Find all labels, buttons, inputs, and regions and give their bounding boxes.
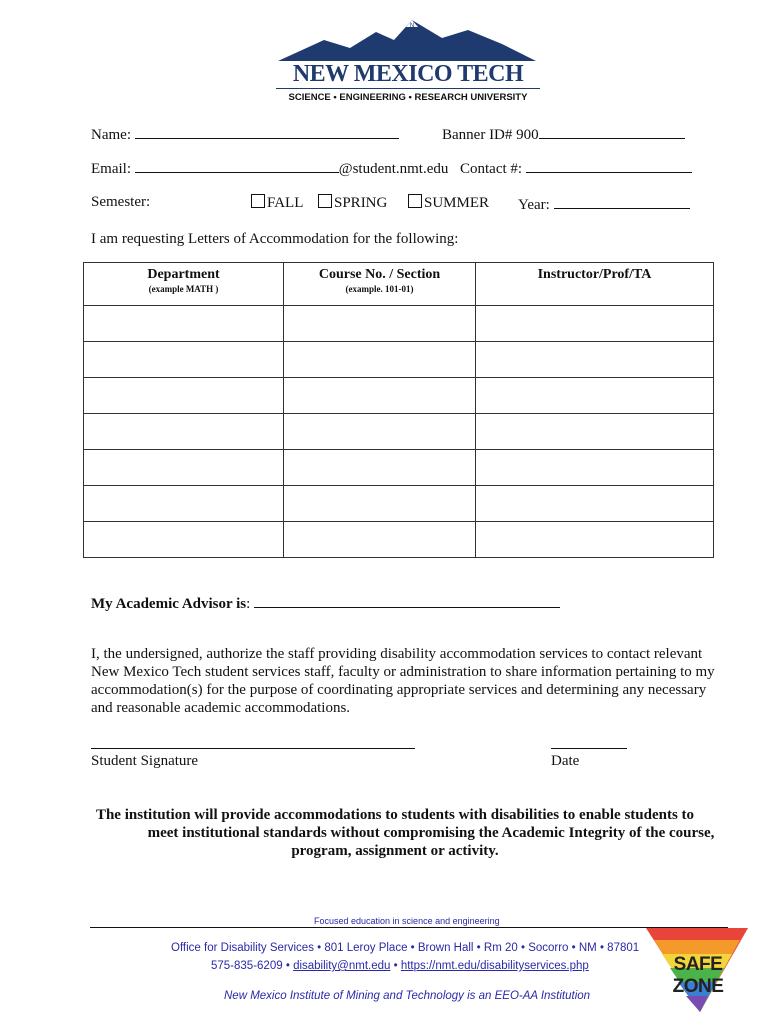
safe-zone-badge: [644, 926, 750, 1014]
year-row: [518, 194, 690, 214]
banner-label: Banner ID# 900: [442, 127, 539, 143]
name-label: Name:: [91, 127, 131, 143]
date-label: Date: [551, 753, 580, 769]
authorization-line: accommodation(s) for the purpose of coordinating appropriate services and determining any necessary: [91, 682, 707, 698]
instructor-cell[interactable]: [476, 522, 714, 558]
spring-label: SPRING: [334, 195, 388, 211]
department-cell[interactable]: [84, 306, 284, 342]
fall-checkbox[interactable]: [251, 194, 265, 208]
authorization-line: New Mexico Tech student services staff, faculty or administration to share information pertaining to my: [91, 664, 715, 680]
signature-line[interactable]: [91, 748, 415, 749]
date-line[interactable]: [551, 748, 627, 749]
footer-bullet: •: [285, 960, 290, 972]
statement-line: program, assignment or activity.: [291, 843, 499, 859]
course-cell[interactable]: [284, 306, 476, 342]
contact-row: [460, 158, 692, 178]
spring-checkbox[interactable]: [318, 194, 332, 208]
department-cell[interactable]: [84, 378, 284, 414]
advisor-label: My Academic Advisor is: [91, 596, 247, 612]
advisor-field[interactable]: [254, 593, 560, 608]
footer-url-link[interactable]: https://nmt.edu/disabilityservices.php: [400, 960, 589, 972]
email-suffix: @student.nmt.edu: [338, 161, 449, 177]
course-cell[interactable]: [284, 486, 476, 522]
course-cell[interactable]: [284, 342, 476, 378]
department-cell[interactable]: [84, 342, 284, 378]
name-row: [91, 124, 399, 144]
header-example: (example. 101-01): [345, 284, 414, 294]
contact-label: Contact #:: [460, 161, 523, 177]
authorization-text: [91, 645, 731, 717]
instructor-cell[interactable]: [476, 306, 714, 342]
header-instructor: [476, 263, 714, 306]
banner-id-field[interactable]: [539, 124, 685, 139]
footer-phone: 575-835-6209: [211, 960, 283, 972]
statement-line: The institution will provide accommodations to students with disabilities to enable students to: [95, 807, 695, 823]
course-cell[interactable]: [284, 378, 476, 414]
department-cell[interactable]: [84, 450, 284, 486]
authorization-line: I, the undersigned, authorize the staff providing disability accommodation services to contact relevant: [91, 646, 703, 662]
student-signature-label: Student Signature: [91, 753, 199, 769]
email-label: Email:: [91, 161, 131, 177]
instructor-cell[interactable]: [476, 486, 714, 522]
header-department: [84, 263, 284, 306]
table-row: [84, 522, 714, 558]
summer-checkbox[interactable]: [408, 194, 422, 208]
logo-divider: [276, 88, 540, 89]
instructor-cell[interactable]: [476, 342, 714, 378]
course-table: [83, 262, 714, 558]
semester-summer[interactable]: [408, 194, 489, 212]
table-row: [84, 414, 714, 450]
email-field[interactable]: [135, 158, 339, 173]
footer-bullet: •: [393, 960, 398, 972]
institution-statement: [60, 806, 730, 860]
name-field[interactable]: [135, 124, 399, 139]
authorization-line: and reasonable academic accommodations.: [91, 700, 351, 716]
instructor-cell[interactable]: [476, 414, 714, 450]
logo-tagline: SCIENCE • ENGINEERING • RESEARCH UNIVERSITY: [288, 92, 528, 103]
department-cell[interactable]: [84, 414, 284, 450]
logo-mark: N: [409, 23, 415, 29]
semester-label: Semester:: [91, 194, 151, 210]
course-cell[interactable]: [284, 450, 476, 486]
contact-field[interactable]: [526, 158, 692, 173]
instructor-cell[interactable]: [476, 378, 714, 414]
table-header-row: [84, 263, 714, 306]
footer-eeo: New Mexico Institute of Mining and Technology is an EEO-AA Institution: [224, 990, 591, 1002]
header-course: [284, 263, 476, 306]
course-cell[interactable]: [284, 414, 476, 450]
table-row: [84, 306, 714, 342]
department-cell[interactable]: [84, 486, 284, 522]
table-row: [84, 450, 714, 486]
semester-fall[interactable]: [251, 194, 303, 212]
advisor-colon: :: [246, 596, 251, 612]
logo-name: NEW MEXICO TECH: [292, 61, 524, 87]
fall-label: FALL: [267, 195, 304, 211]
header-title: Instructor/Prof/TA: [537, 267, 652, 282]
course-cell[interactable]: [284, 522, 476, 558]
advisor-row: [91, 593, 560, 613]
table-row: [84, 378, 714, 414]
safe-zone-text: SAFE ZONE: [672, 954, 724, 997]
table-row: [84, 486, 714, 522]
summer-label: SUMMER: [424, 195, 490, 211]
year-field[interactable]: [554, 194, 690, 209]
instructor-cell[interactable]: [476, 450, 714, 486]
footer-tagline: Focused education in science and engineering: [314, 916, 500, 926]
year-label: Year:: [518, 197, 550, 213]
header-title: Department: [147, 267, 220, 282]
header-title: Course No. / Section: [318, 267, 441, 282]
email-row: [91, 158, 448, 178]
banner-row: [442, 124, 685, 144]
semester-spring[interactable]: [318, 194, 387, 212]
footer-contact: [211, 960, 589, 972]
footer-rule: [90, 927, 728, 928]
statement-line: meet institutional standards without compromising the Academic Integrity of the course,: [147, 825, 715, 841]
footer-address: Office for Disability Services • 801 Leroy Place • Brown Hall • Rm 20 • Socorro • NM • 87801: [171, 942, 640, 954]
table-row: [84, 342, 714, 378]
logo: [272, 18, 544, 106]
request-intro: I am requesting Letters of Accommodation for the following:: [91, 231, 459, 247]
header-example: (example MATH ): [148, 284, 219, 294]
footer-email-link[interactable]: disability@nmt.edu: [293, 960, 391, 972]
department-cell[interactable]: [84, 522, 284, 558]
